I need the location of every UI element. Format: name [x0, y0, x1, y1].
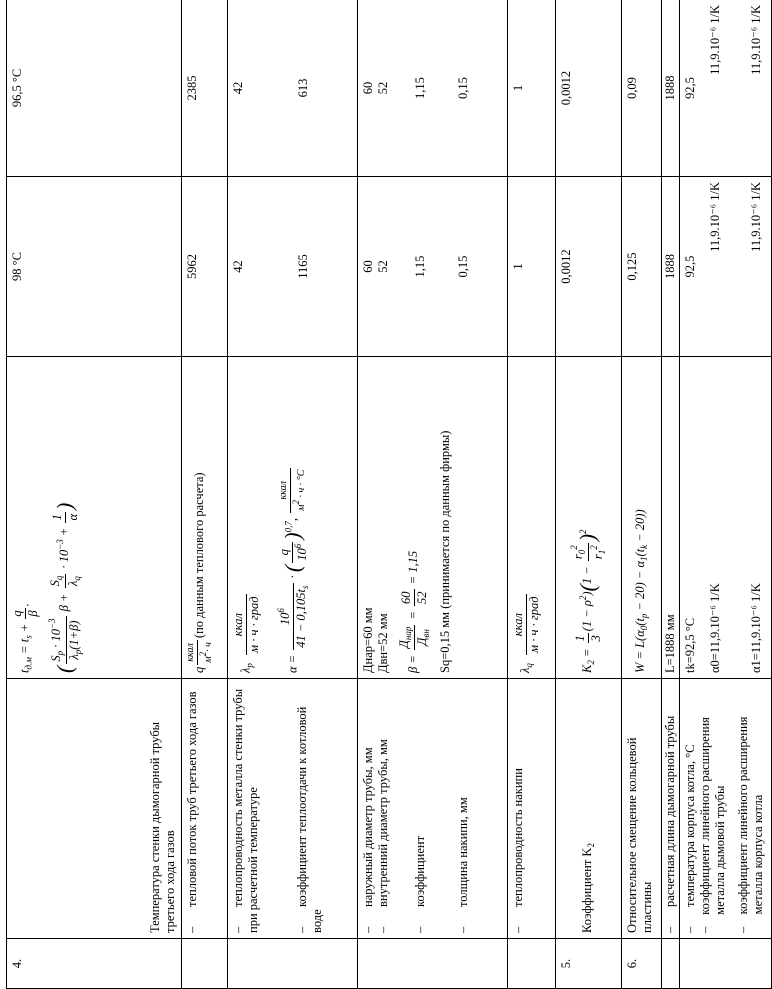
value-2: 0,09	[622, 0, 662, 177]
row-name	[182, 679, 228, 939]
formula-line: ( $S_p \cdot 10^{-3}$ $\lambda_p(1+\beta)$ β + $S_q$ $\lambda_q$ · $10^{-3}$ + 1 α )	[47, 502, 83, 673]
table-row	[182, 0, 228, 989]
value-1: 60 52 1,15 0,15	[358, 177, 508, 357]
value-2: 96,5 °C	[7, 0, 182, 177]
value-1: 0,0012	[556, 177, 622, 357]
row-name-text: тепловой поток труб третьего хода газов	[185, 691, 199, 907]
formula-text: (по данным теплового расчета)	[191, 472, 206, 639]
table-row	[508, 0, 556, 989]
row-formula: $\lambda_q$ ккал м · ч · град	[508, 357, 556, 679]
row-name-text: Температура стенки дымогарной трубы третьего хода газов	[148, 721, 177, 933]
value-2: 2385	[182, 0, 228, 177]
value-1: 92,5 11,9.10⁻⁶ 1/K 11,9.10⁻⁶ 1/K	[680, 177, 772, 357]
row-name: –расчетная длина дымогарной трубы	[662, 679, 680, 939]
table-row	[622, 0, 662, 989]
value-1: 0,125	[622, 177, 662, 357]
table-row	[358, 0, 508, 989]
row-formula: Днар=60 мм Двн=52 мм β = $Д_{нар}$ $Д_{вн}$ = 60 52 = 1,15 Sq=0,15 мм (принимается по данным фирмы)	[358, 357, 508, 679]
calculation-table	[6, 0, 772, 989]
value-1: 1888	[662, 177, 680, 357]
value-2: 1	[508, 0, 556, 177]
value-1: 1	[508, 177, 556, 357]
value-1: 42 1165	[228, 177, 358, 357]
row-number: 4.	[7, 939, 182, 989]
row-formula: tk=92,5 °C α0=11,9.10⁻⁶ 1/K α1=11,9.10⁻⁶ 1/K	[680, 357, 772, 679]
row-number	[358, 939, 508, 989]
table-row	[556, 0, 622, 989]
row-name-text: коэффициент теплоотдачи к котловой воде	[295, 706, 324, 933]
value-1: 98 °C	[7, 177, 182, 357]
table-row	[7, 0, 182, 989]
dash: –	[295, 926, 309, 933]
row-name: –температура корпуса котла, °C – коэффициент линейного расширения металла дымовой трубы – коэффициент линейного расширения металла корпуса котла	[680, 679, 772, 939]
row-number	[662, 939, 680, 989]
table-row	[662, 0, 680, 989]
row-name: –теплопроводность накипи	[508, 679, 556, 939]
row-number	[508, 939, 556, 989]
table-row	[680, 0, 772, 989]
formula-line: $t_{д.м} = t_s$ + q β .	[10, 603, 40, 673]
row-name: –наружный диаметр трубы, мм –внутренний диаметр трубы, мм –коэффициент –толщина накипи, мм	[358, 679, 508, 939]
row-number	[182, 939, 228, 989]
row-formula: q ккал м2· ч (по данным теплового расчета)	[182, 357, 228, 679]
dash: –	[185, 926, 199, 933]
row-number: 6.	[622, 939, 662, 989]
row-name	[228, 679, 358, 939]
formula-line: α = $10^6$ $41 - 0,105t_s$ · ( q $10^6$ )$^{0,7}$, ккал м2 · ч · °C	[276, 469, 310, 673]
row-name: Относительное смещение кольцевой пластины	[622, 679, 662, 939]
formula-line: $\lambda_p$ ккал м · ч · град	[231, 596, 261, 673]
row-number: 5.	[556, 939, 622, 989]
row-formula: $W = L(\alpha_0(t_p - 20) - \alpha_1(t_k - 20))$	[622, 357, 662, 679]
row-formula: L=1888 мм	[662, 357, 680, 679]
row-name: Коэффициент $K_2$	[556, 679, 622, 939]
row-formula	[228, 357, 358, 679]
dash: –	[231, 926, 245, 933]
value-1: 5962	[182, 177, 228, 357]
row-number	[680, 939, 772, 989]
value-2: 92,5 11,9.10⁻⁶ 1/K 11,9.10⁻⁶ 1/K	[680, 0, 772, 177]
q-symbol: q	[191, 666, 206, 673]
q-unit: ккал	[185, 643, 196, 662]
row-name-text: теплопроводность металла стенки трубы при расчетной температуре	[231, 688, 260, 933]
row-formula: $K_2$ = 1 3 $(1 - \rho^2)(1$ − $r_0^2$ $r_1^2$ )$^2$	[556, 357, 622, 679]
row-name	[7, 679, 182, 939]
value-2: 60 52 1,15 0,15	[358, 0, 508, 177]
value-2: 1888	[662, 0, 680, 177]
table-row	[228, 0, 358, 989]
row-number	[228, 939, 358, 989]
value-2: 0,0012	[556, 0, 622, 177]
row-formula	[7, 357, 182, 679]
value-2: 42 613	[228, 0, 358, 177]
